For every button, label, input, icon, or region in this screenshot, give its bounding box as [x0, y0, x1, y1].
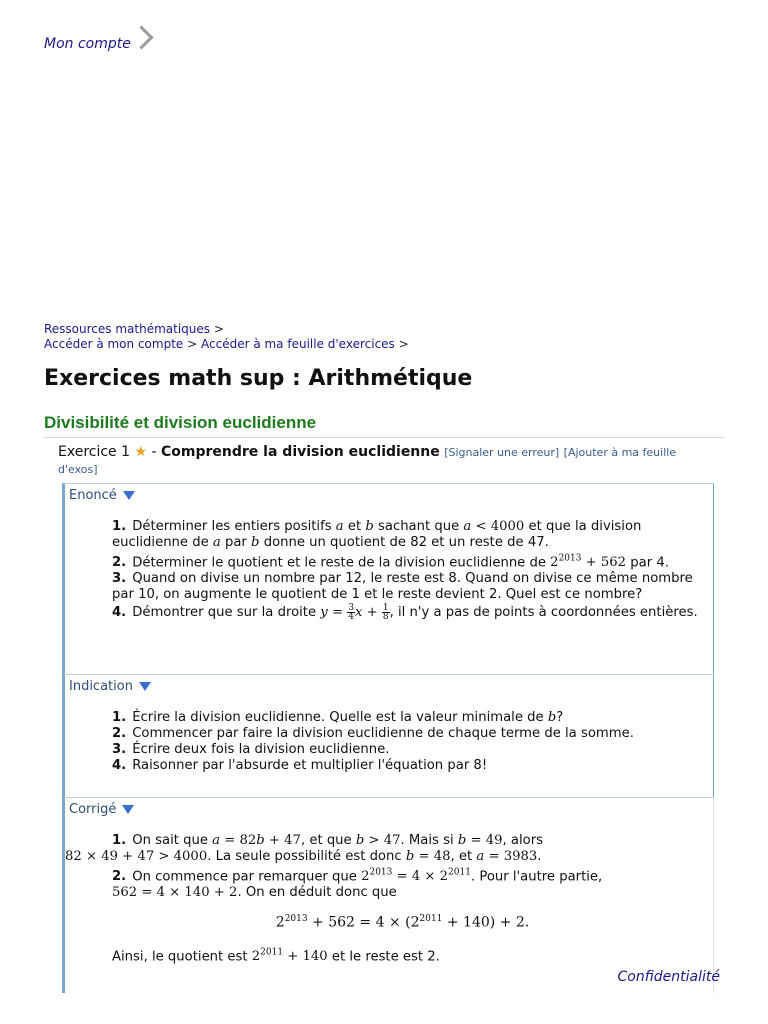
exercise-header — [58, 444, 698, 478]
add-to-sheet-link[interactable]: [Ajouter à ma feuille d'exos] — [58, 446, 677, 476]
list-item: 1. Écrire la division euclidienne. Quelle est la valeur minimale de b? — [112, 710, 564, 725]
exercise-label: Exercice 1 — [58, 444, 131, 460]
page-title: Exercices math sup : Arithmétique — [44, 366, 473, 391]
breadcrumb-resources-link[interactable]: Ressources mathématiques — [44, 322, 211, 336]
list-item: 3. Écrire deux fois la division euclidienne. — [112, 742, 390, 757]
list-item: 4. Démontrer que sur la droite y = $\frac{3}{4}$ x + $\frac{1}{8}$ , il n'y a pas de points à coordonnées entières. — [112, 602, 698, 622]
corrige-toggle[interactable] — [69, 802, 713, 817]
list-item: 1. Déterminer les entiers positifs a et b sachant que a < 4000 et que la division euclidienne de a par b donne un quotient de 82 et un reste de 47. — [112, 519, 642, 550]
corrige-content — [65, 833, 713, 965]
triangle-down-icon[interactable] — [122, 805, 134, 814]
indication-label[interactable]: Indication — [69, 679, 133, 694]
indication-list — [65, 710, 713, 774]
corrige-panel — [62, 797, 714, 993]
corrige-label[interactable]: Corrigé — [69, 802, 117, 817]
indication-panel — [62, 674, 714, 798]
display-equation: $2^{2013} + 562 = 4 \times (2^{2011} + 140) + 2$. — [275, 914, 530, 932]
privacy-link[interactable]: Confidentialité — [617, 969, 720, 985]
enonce-panel — [62, 483, 714, 675]
enonce-list — [65, 519, 713, 622]
list-item: 3. Quand on divise un nombre par 12, le reste est 8. Quand on divise ce même nombre par 10, on augmente le quotient de 1 et le reste devient 2. Quel est ce nombre? — [112, 571, 693, 603]
list-item: 2. Commencer par faire la division euclidienne de chaque terme de la somme. — [112, 726, 634, 741]
enonce-label[interactable]: Enoncé — [69, 488, 117, 503]
enonce-toggle[interactable] — [69, 488, 713, 503]
exercise-title: Comprendre la division euclidienne — [161, 444, 440, 460]
corrige-paragraph-3: Ainsi, le quotient est $2^{2011} + 140$ et le reste est 2. — [112, 948, 440, 965]
breadcrumb-separator: > — [398, 337, 409, 351]
breadcrumb-separator: > — [187, 337, 198, 351]
triangle-down-icon[interactable] — [139, 682, 151, 691]
triangle-down-icon[interactable] — [123, 491, 135, 500]
breadcrumb — [44, 322, 409, 352]
list-item: 4. Raisonner par l'absurde et multiplier l'équation par 8! — [112, 758, 488, 773]
corrige-paragraph-2: 2. On commence par remarquer que $2^{2013} = 4 \times 2^{2011}$. Pour l'autre partie, 562 = 4 × 140 + 2. On en déduit donc que — [112, 868, 603, 901]
report-error-link[interactable]: [Signaler une erreur] — [444, 446, 560, 459]
breadcrumb-account-link[interactable]: Accéder à mon compte — [44, 337, 184, 351]
section-title: Divisibilité et division euclidienne — [44, 413, 724, 438]
star-icon: ★ — [134, 444, 148, 460]
account-link[interactable] — [44, 36, 150, 52]
corrige-paragraph-1: 1. On sait que a = 82b + 47, et que b > 47. Mais si b = 49, alors 82 × 49 + 47 > 4000. La seule possibilité est donc b = 48, et a = 3983. — [65, 833, 544, 864]
indication-toggle[interactable] — [69, 679, 713, 694]
chevron-right-icon[interactable] — [129, 25, 153, 49]
list-item: 2. Déterminer le quotient et le reste de la division euclidienne de $2^{2013} + 562$ par 4. — [112, 554, 669, 571]
exercise-dash: - — [151, 444, 157, 460]
breadcrumb-worksheet-link[interactable]: Accéder à ma feuille d'exercices — [201, 337, 395, 351]
breadcrumb-separator: > — [213, 322, 224, 336]
account-label[interactable]: Mon compte — [44, 36, 131, 52]
